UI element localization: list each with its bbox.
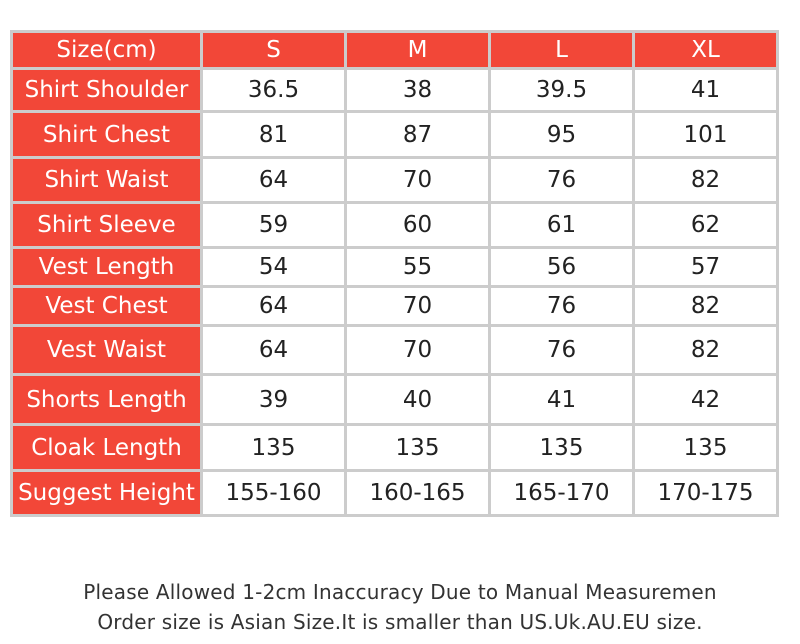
row-label: Vest Chest — [12, 287, 202, 326]
table-cell: 155-160 — [202, 471, 346, 516]
table-cell: 135 — [202, 425, 346, 471]
table-row — [12, 158, 778, 203]
row-label: Shirt Chest — [12, 112, 202, 158]
table-cell: 76 — [490, 158, 634, 203]
table-cell: 38 — [346, 69, 490, 112]
row-label: Shirt Shoulder — [12, 69, 202, 112]
table-cell: 135 — [346, 425, 490, 471]
header-row — [12, 32, 778, 69]
inaccuracy-note: Please Allowed 1-2cm Inaccuracy Due to Manual Measuremen — [83, 580, 717, 604]
table-cell: 135 — [490, 425, 634, 471]
table-row — [12, 471, 778, 516]
table-cell: 70 — [346, 287, 490, 326]
table-row — [12, 425, 778, 471]
table-cell: 64 — [202, 287, 346, 326]
size-chart-body — [12, 32, 778, 516]
table-cell: 39.5 — [490, 69, 634, 112]
table-cell: 57 — [634, 248, 778, 287]
asian-size-note: Order size is Asian Size.It is smaller than US.Uk.AU.EU size. — [97, 610, 703, 634]
table-cell: 56 — [490, 248, 634, 287]
table-cell: 81 — [202, 112, 346, 158]
table-cell: 101 — [634, 112, 778, 158]
table-cell: 41 — [490, 375, 634, 425]
table-cell: 59 — [202, 203, 346, 248]
row-label: Suggest Height — [12, 471, 202, 516]
row-label: Vest Length — [12, 248, 202, 287]
size-chart-table — [10, 30, 779, 517]
row-label: Cloak Length — [12, 425, 202, 471]
table-cell: 40 — [346, 375, 490, 425]
table-row — [12, 203, 778, 248]
table-cell: 95 — [490, 112, 634, 158]
table-cell: 36.5 — [202, 69, 346, 112]
table-row — [12, 375, 778, 425]
row-label: Shorts Length — [12, 375, 202, 425]
table-cell: 82 — [634, 326, 778, 375]
header-size-xl: XL — [634, 32, 778, 69]
table-cell: 135 — [634, 425, 778, 471]
table-cell: 165-170 — [490, 471, 634, 516]
table-cell: 160-165 — [346, 471, 490, 516]
table-row — [12, 326, 778, 375]
table-cell: 62 — [634, 203, 778, 248]
table-cell: 82 — [634, 158, 778, 203]
table-cell: 41 — [634, 69, 778, 112]
row-label: Shirt Waist — [12, 158, 202, 203]
table-cell: 64 — [202, 158, 346, 203]
row-label: Shirt Sleeve — [12, 203, 202, 248]
header-size-l: L — [490, 32, 634, 69]
table-cell: 70 — [346, 326, 490, 375]
table-cell: 82 — [634, 287, 778, 326]
table-row — [12, 112, 778, 158]
header-size-s: S — [202, 32, 346, 69]
table-cell: 55 — [346, 248, 490, 287]
table-cell: 60 — [346, 203, 490, 248]
table-cell: 170-175 — [634, 471, 778, 516]
table-cell: 76 — [490, 326, 634, 375]
header-size-cm: Size(cm) — [12, 32, 202, 69]
table-cell: 39 — [202, 375, 346, 425]
header-size-m: M — [346, 32, 490, 69]
row-label: Vest Waist — [12, 326, 202, 375]
table-cell: 54 — [202, 248, 346, 287]
table-row — [12, 287, 778, 326]
table-cell: 42 — [634, 375, 778, 425]
table-cell: 61 — [490, 203, 634, 248]
table-cell: 76 — [490, 287, 634, 326]
table-row — [12, 69, 778, 112]
table-cell: 64 — [202, 326, 346, 375]
table-row — [12, 248, 778, 287]
table-cell: 70 — [346, 158, 490, 203]
table-cell: 87 — [346, 112, 490, 158]
